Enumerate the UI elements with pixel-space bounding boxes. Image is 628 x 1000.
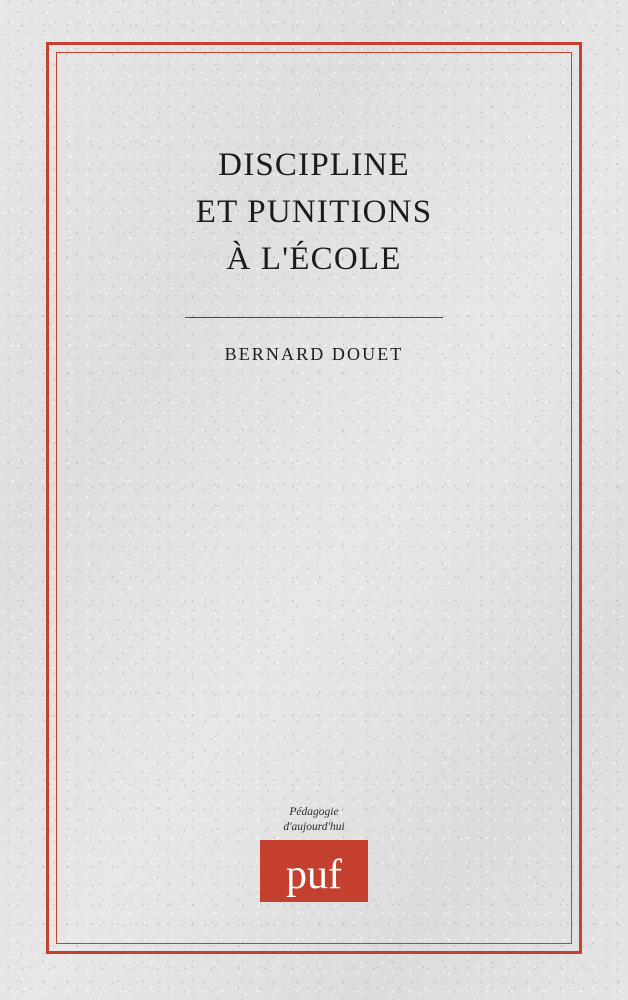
publisher-block — [56, 805, 572, 902]
book-title-line-2: ET PUNITIONS — [195, 193, 433, 230]
book-title-line-1: DISCIPLINE — [218, 147, 410, 183]
book-title — [56, 142, 572, 365]
book-author: BERNARD DOUET — [224, 343, 404, 364]
book-title-line-3: À L'ÉCOLE — [226, 240, 402, 277]
puf-logo — [260, 840, 368, 902]
collection-name-line-1: Pédagogie — [289, 805, 339, 818]
title-divider — [185, 317, 443, 318]
collection-name-line-2: d'aujourd'hui — [283, 821, 345, 834]
puf-logo-text: puf — [286, 852, 342, 899]
collection-name — [260, 805, 368, 836]
cover-content — [56, 52, 572, 944]
